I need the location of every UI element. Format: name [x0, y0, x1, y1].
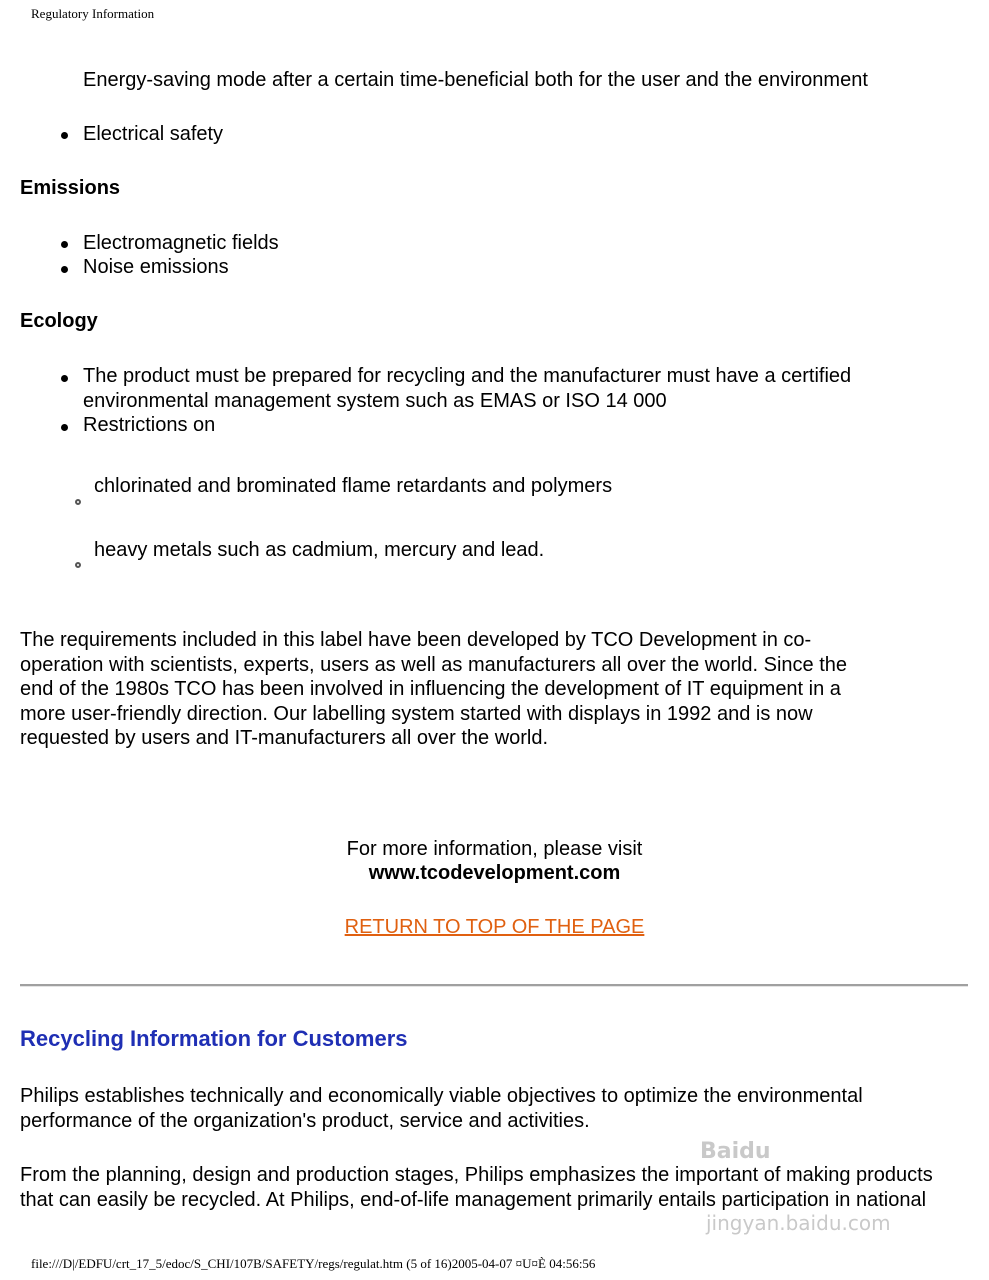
ecology-heading: Ecology	[20, 310, 98, 332]
restriction-item-flame-retardants: chlorinated and brominated flame retardants and polymers	[94, 475, 613, 497]
bullet-icon	[61, 241, 68, 248]
emissions-item-noise: Noise emissions	[83, 256, 229, 278]
electrical-safety-item: Electrical safety	[83, 123, 224, 145]
paragraph-line: operation with scientists, experts, users as well as manufacturers all over the world. Since the	[20, 653, 848, 676]
paragraph-line: requested by users and IT-manufacturers all over the world.	[20, 727, 549, 749]
paragraph-line: From the planning, design and production stages, Philips emphasizes the important of making products	[20, 1164, 933, 1186]
watermark-text: jingyan.baidu.com	[706, 1211, 891, 1235]
circle-bullet-icon	[75, 499, 81, 505]
more-info-text: For more information, please visit	[346, 838, 643, 860]
emissions-item-electromagnetic: Electromagnetic fields	[83, 232, 279, 254]
paragraph-line: end of the 1980s TCO has been involved in influencing the development of IT equipment in a	[20, 678, 841, 700]
tco-website-link: www.tcodevelopment.com	[368, 862, 621, 884]
bullet-icon	[61, 266, 68, 273]
section-divider	[20, 984, 968, 987]
page-header: Regulatory Information	[31, 6, 155, 21]
watermark-brand: Baidu	[700, 1139, 771, 1164]
recycling-paragraph-1	[20, 1084, 863, 1133]
ecology-item-restrictions: Restrictions on	[83, 414, 216, 436]
page-footer-path: file:///D|/EDFU/crt_17_5/edoc/S_CHI/107B/SAFETY/regs/regulat.htm (5 of 16)2005-04-07 ¤U¤È 04:56:56	[31, 1256, 596, 1271]
ecology-item-recycling-line2: environmental management system such as EMAS or ISO 14 000	[83, 390, 667, 412]
tco-requirements-paragraph	[20, 628, 847, 751]
bullet-icon	[61, 375, 68, 382]
paragraph-line: more user-friendly direction. Our labelling system started with displays in 1992 and is now	[20, 702, 813, 725]
paragraph-line: that can easily be recycled. At Philips, end-of-life management primarily entails participation in national	[20, 1188, 927, 1211]
paragraph-line: performance of the organization's product, service and activities.	[20, 1109, 590, 1132]
energy-saving-line: Energy-saving mode after a certain time-beneficial both for the user and the environment	[83, 69, 868, 91]
circle-bullet-icon	[75, 562, 81, 568]
return-to-top-link[interactable]: RETURN TO TOP OF THE PAGE	[344, 916, 645, 938]
bullet-icon	[61, 132, 68, 139]
bullet-icon	[61, 424, 68, 431]
paragraph-line: The requirements included in this label have been developed by TCO Development in co-	[20, 629, 812, 651]
recycling-paragraph-2	[20, 1163, 933, 1212]
recycling-heading: Recycling Information for Customers	[20, 1026, 408, 1051]
ecology-item-recycling-line1: The product must be prepared for recycling and the manufacturer must have a certified	[83, 365, 852, 387]
paragraph-line: Philips establishes technically and economically viable objectives to optimize the environmental	[20, 1085, 863, 1107]
restriction-item-heavy-metals: heavy metals such as cadmium, mercury and lead.	[94, 539, 545, 561]
emissions-heading: Emissions	[20, 177, 121, 199]
